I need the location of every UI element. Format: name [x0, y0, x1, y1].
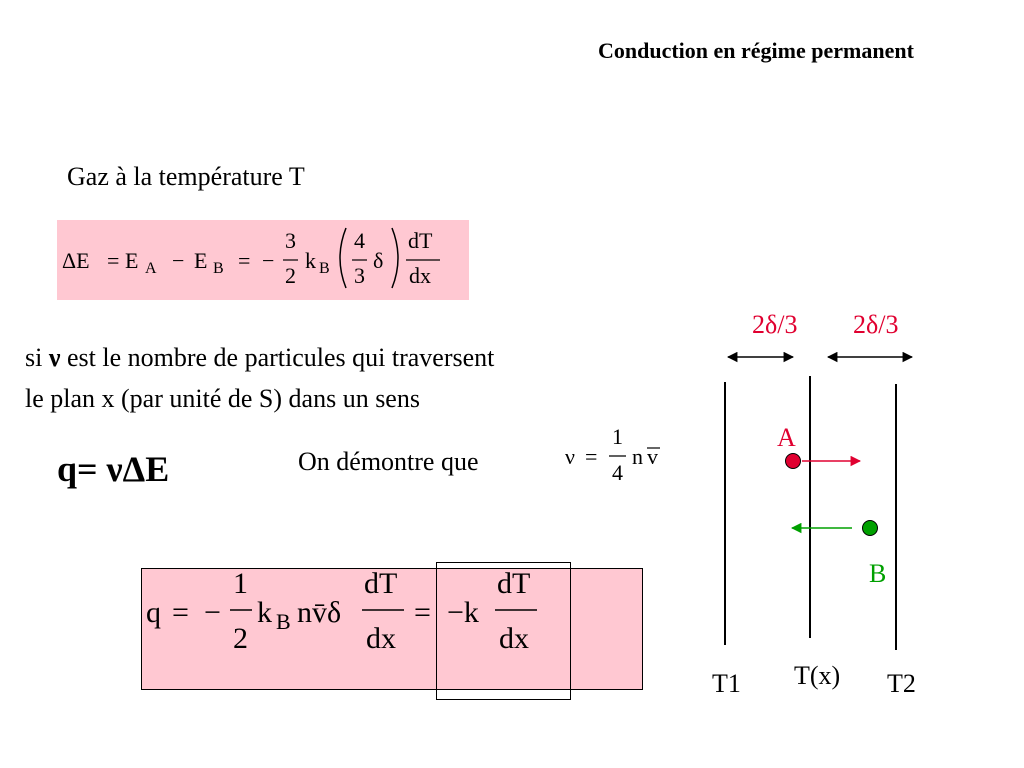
- nu-lhs: ν: [565, 444, 575, 469]
- eq1-ea-sub: A: [145, 260, 157, 277]
- plane-tx-label: T(x): [794, 661, 841, 690]
- final-q: q: [146, 596, 161, 629]
- nu-symbol: ν: [48, 343, 61, 372]
- particle-b: [863, 521, 878, 536]
- distance-right-label: 2δ/3: [853, 310, 899, 339]
- eq1-d-den: dx: [409, 263, 431, 288]
- eq1-lhs: ΔE: [62, 248, 90, 273]
- plane-diagram: [712, 310, 916, 698]
- final-neg-k: −k: [447, 596, 479, 629]
- final-d1-num: dT: [364, 567, 398, 600]
- demontre-text: On démontre que: [298, 447, 479, 476]
- equation-final: [146, 567, 537, 655]
- eq1-frac1-num: 3: [285, 228, 296, 253]
- nu-vbar: v: [647, 444, 658, 469]
- final-d2-num: dT: [497, 567, 531, 600]
- eq1-frac1-den: 2: [285, 263, 296, 288]
- para-line-2: le plan x (par unité de S) dans un sens: [25, 384, 420, 413]
- plane-t2-label: T2: [887, 669, 916, 698]
- para-line-1-post: est le nombre de particules qui traversent: [60, 343, 495, 372]
- final-frac-num: 1: [233, 567, 248, 600]
- nu-n: n: [632, 444, 643, 469]
- eq1-neg: −: [262, 248, 275, 273]
- eq1-delta: δ: [373, 248, 384, 273]
- eq1-eb-sub: B: [213, 260, 224, 277]
- eq1-ea: E: [125, 248, 139, 273]
- final-frac-den: 2: [233, 622, 248, 655]
- nu-den: 4: [612, 460, 623, 485]
- para-line-1-pre: si: [25, 343, 49, 372]
- final-mid: nv̄δ: [297, 596, 342, 629]
- nu-equals: =: [585, 444, 598, 469]
- eq1-equals: =: [107, 248, 120, 273]
- final-equals-2: =: [414, 596, 431, 629]
- nu-num: 1: [612, 424, 623, 449]
- eq1-kb-sub: B: [319, 260, 330, 277]
- particle-a-label: A: [777, 423, 796, 452]
- plane-t1-label: T1: [712, 669, 741, 698]
- eq1-minus: −: [172, 248, 185, 273]
- distance-left-label: 2δ/3: [752, 310, 798, 339]
- eq1-kb: k: [305, 248, 316, 273]
- particle-a: [786, 454, 801, 469]
- eq1-frac2-num: 4: [354, 228, 365, 253]
- particle-b-label: B: [869, 559, 887, 588]
- eq1-paren-left: [340, 228, 346, 288]
- final-k-sub: B: [276, 609, 291, 634]
- eq1-paren-right: [392, 228, 398, 288]
- eq1-eb: E: [194, 248, 208, 273]
- slide-title: Conduction en régime permanent: [598, 38, 914, 63]
- eq1-equals-2: =: [238, 248, 251, 273]
- intro-text: Gaz à la température T: [67, 162, 305, 191]
- final-equals: =: [172, 596, 189, 629]
- final-k: k: [257, 596, 272, 629]
- equation-1: [62, 228, 440, 288]
- nu-equation: [565, 424, 660, 485]
- q-formula: q= νΔE: [57, 449, 170, 489]
- eq1-d-num: dT: [408, 228, 433, 253]
- final-d1-den: dx: [366, 622, 396, 655]
- eq1-frac2-den: 3: [354, 263, 365, 288]
- final-neg: −: [204, 596, 221, 629]
- final-d2-den: dx: [499, 622, 529, 655]
